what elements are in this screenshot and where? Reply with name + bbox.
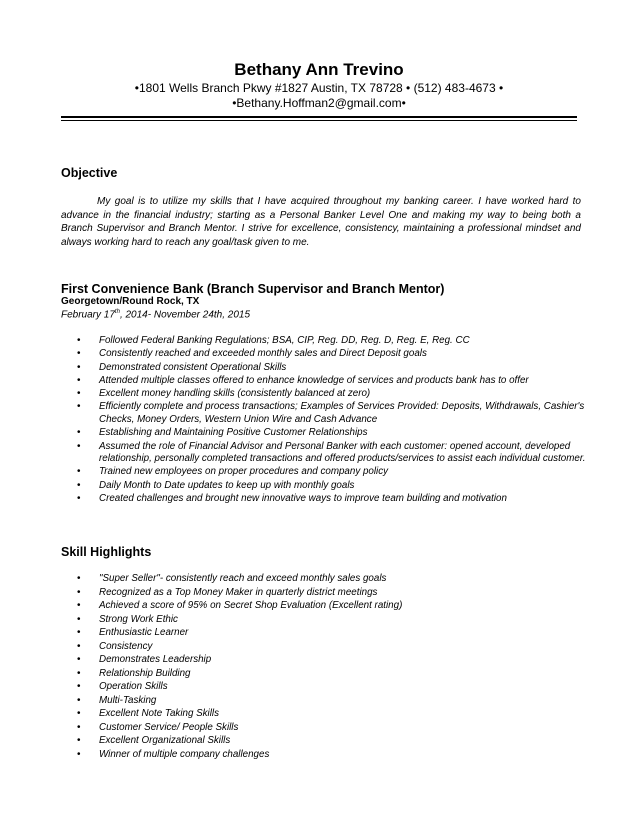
skill-item-text: Winner of multiple company challenges	[99, 748, 270, 760]
job-bullet	[61, 362, 586, 375]
objective-heading: Objective	[61, 166, 118, 180]
job-dates-start: February 17	[61, 309, 115, 321]
skill-item	[61, 695, 561, 708]
job-bullet	[61, 466, 586, 479]
bullet-icon: •	[77, 600, 81, 611]
skill-item-text: Relationship Building	[99, 667, 191, 679]
bullet-icon: •	[77, 348, 81, 360]
header-divider-thin	[61, 120, 577, 121]
contact-email: •Bethany.Hoffman2@gmail.com•	[232, 96, 406, 110]
job-bullet	[61, 493, 586, 506]
job-responsibilities-list	[61, 335, 586, 506]
job-bullet	[61, 480, 586, 493]
candidate-name: Bethany Ann Trevino	[234, 60, 404, 79]
skill-item-text: Consistency	[99, 640, 153, 652]
skill-item-text: Excellent Organizational Skills	[99, 735, 231, 746]
job-bullet-text: Demonstrated consistent Operational Skills	[99, 361, 287, 373]
contact-address-phone: •1801 Wells Branch Pkwy #1827 Austin, TX 78728 • (512) 483-4673 •	[134, 81, 504, 95]
skill-item	[61, 587, 561, 600]
skill-item	[61, 735, 561, 748]
bullet-icon: •	[77, 388, 81, 400]
bullet-icon: •	[77, 361, 81, 373]
bullet-icon: •	[77, 667, 81, 679]
skill-item	[61, 708, 561, 721]
job-bullet-text: Followed Federal Banking Regulations; BSA, CIP, Reg. DD, Reg. D, Reg. E, Reg. CC	[99, 335, 470, 346]
bullet-icon: •	[77, 748, 81, 760]
skill-item-text: Enthusiastic Learner	[99, 627, 189, 638]
job-bullet	[61, 388, 586, 401]
skill-item-text: Strong Work Ethic	[99, 613, 178, 625]
objective-text: My goal is to utilize my skills that I have acquired throughout my banking career. I have worked hard to advance in the financial industry; starting as a Personal Banker Level One and making my way to being both a Branch Supervisor and Branch Mentor. I strive for excellence, consistency, maintaining a professional mindset and always working hard to reach any goal/task given to me.	[61, 196, 581, 248]
bullet-icon: •	[77, 613, 81, 625]
header-divider-thick	[61, 116, 577, 118]
skill-item	[61, 627, 561, 640]
job-bullet-text: Excellent money handling skills (consistently balanced at zero)	[99, 388, 371, 400]
bullet-icon: •	[77, 708, 81, 719]
bullet-icon: •	[77, 627, 81, 638]
skill-item	[61, 749, 561, 762]
bullet-icon: •	[77, 479, 81, 491]
bullet-icon: •	[77, 427, 81, 439]
bullet-icon: •	[77, 374, 81, 386]
bullet-icon: •	[77, 694, 81, 706]
bullet-icon: •	[77, 440, 81, 452]
job-dates-end: , 2014- November 24th, 2015	[119, 309, 251, 321]
skill-item	[61, 668, 561, 681]
bullet-icon: •	[77, 492, 81, 504]
bullet-icon: •	[77, 735, 81, 746]
job-bullet-text: Daily Month to Date updates to keep up with monthly goals	[99, 479, 355, 491]
skill-item-text: Achieved a score of 95% on Secret Shop Evaluation (Excellent rating)	[99, 600, 403, 611]
bullet-icon: •	[77, 573, 81, 584]
job-bullet-text: Created challenges and brought new innovative ways to improve team building and motivation	[99, 492, 507, 504]
bullet-icon: •	[77, 654, 81, 665]
job-bullet-text: Efficiently complete and process transactions; Examples of Services Provided: Deposits, Withdrawals, Cashier's Checks, Money Orders, Western Union Wire and Cash Advance	[99, 401, 585, 425]
skill-item	[61, 641, 561, 654]
skill-item-text: Customer Service/ People Skills	[99, 721, 239, 733]
job-bullet	[61, 335, 586, 348]
job-bullet	[61, 401, 586, 426]
job-bullet	[61, 441, 586, 466]
bullet-icon: •	[77, 721, 81, 733]
job-bullet-text: Attended multiple classes offered to enhance knowledge of services and products bank has to offer	[99, 374, 529, 386]
skill-item	[61, 614, 561, 627]
skill-item	[61, 722, 561, 735]
skill-item-text: Multi-Tasking	[99, 694, 157, 706]
skill-item-text: Operation Skills	[99, 681, 168, 692]
bullet-icon: •	[77, 335, 81, 346]
skill-item	[61, 681, 561, 694]
bullet-icon: •	[77, 640, 81, 652]
skill-item	[61, 654, 561, 667]
job-dates-ordinal: th	[114, 309, 120, 315]
skill-item	[61, 573, 561, 586]
job-bullet	[61, 348, 586, 361]
job-bullet-text: Assumed the role of Financial Advisor and Personal Banker with each customer: opened account, developed relationship, personally completed transactions and offered products/services to assist each individual customer.	[99, 440, 586, 465]
skill-item-text: Demonstrates Leadership	[99, 654, 212, 665]
skill-item	[61, 600, 561, 613]
job-bullet-text: Consistently reached and exceeded monthly sales and Direct Deposit goals	[99, 348, 427, 360]
job-location: Georgetown/Round Rock, TX	[61, 296, 200, 307]
job-bullet-text: Trained new employees on proper procedures and company policy	[99, 466, 388, 478]
job-bullet-text: Establishing and Maintaining Positive Customer Relationships	[99, 427, 368, 439]
skills-heading: Skill Highlights	[61, 545, 152, 559]
job-dates	[61, 309, 250, 320]
bullet-icon: •	[77, 401, 81, 413]
bullet-icon: •	[77, 466, 81, 478]
bullet-icon: •	[77, 681, 81, 692]
bullet-icon: •	[77, 586, 81, 598]
job-bullet	[61, 375, 586, 388]
skill-item-text: "Super Seller"- consistently reach and exceed monthly sales goals	[99, 573, 387, 584]
skill-item-text: Recognized as a Top Money Maker in quarterly district meetings	[99, 586, 378, 598]
skill-item-text: Excellent Note Taking Skills	[99, 708, 219, 719]
job-title: First Convenience Bank (Branch Supervisor and Branch Mentor)	[61, 282, 445, 296]
skill-highlights-list	[61, 573, 561, 762]
job-bullet	[61, 427, 586, 440]
